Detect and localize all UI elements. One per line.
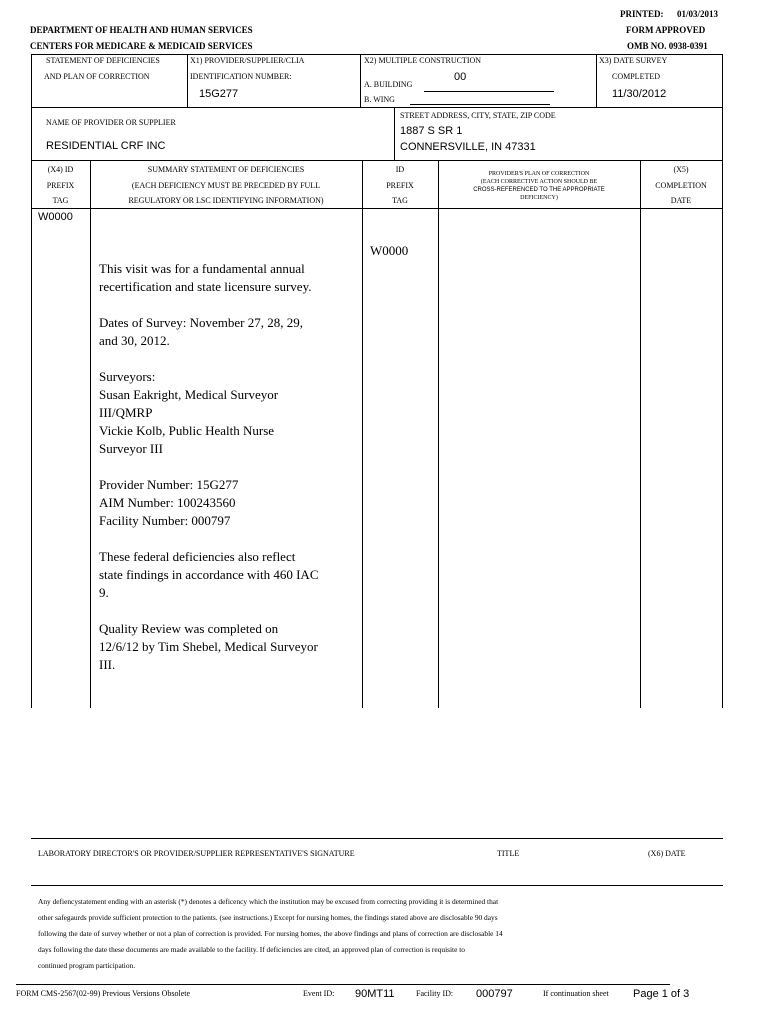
col-summary-line3: REGULATORY OR LSC IDENTIFYING INFORMATION) (128, 196, 324, 205)
page-number: Page 1 of 3 (633, 988, 690, 1000)
department-title: DEPARTMENT OF HEALTH AND HUMAN SERVICES (30, 25, 253, 35)
building-value: 00 (454, 71, 467, 83)
statement-label-2: AND PLAN OF CORRECTION (44, 72, 150, 81)
col-summary-line2: (EACH DEFICIENCY MUST BE PRECEDED BY FULL (131, 181, 321, 190)
form-number: FORM CMS-2567(02-99) Previous Versions Obsolete (16, 989, 191, 998)
provider-id-value: 15G277 (199, 88, 239, 100)
event-id-label: Event ID: (303, 989, 335, 998)
col-plan-line1: PROVIDER'S PLAN OF CORRECTION (488, 171, 590, 177)
x2-label: X2) MULTIPLE CONSTRUCTION (364, 56, 482, 65)
deficiency-line: This visit was for a fundamental annual (99, 261, 305, 276)
x1-label-2: IDENTIFICATION NUMBER: (190, 72, 292, 81)
deficiency-line: state findings in accordance with 460 IAC (99, 567, 319, 582)
right-tag: W0000 (370, 243, 409, 258)
printed-date: 01/03/2013 (677, 9, 719, 19)
footnote-line: days following the date these documents are made available to the facility. If deficiencies are cited, an approved plan of correction is requisite to (38, 945, 465, 954)
deficiency-line: recertification and state licensure survey. (99, 279, 312, 294)
address-line-1: 1887 S SR 1 (400, 125, 463, 137)
col-x4-line3: TAG (52, 196, 69, 205)
deficiency-line (99, 350, 319, 368)
address-line-2: CONNERSVILLE, IN 47331 (400, 141, 536, 153)
col-x5-line1: (X5) (673, 165, 689, 174)
deficiency-line: AIM Number: 100243560 (99, 495, 236, 510)
provider-name-label: NAME OF PROVIDER OR SUPPLIER (46, 118, 176, 127)
deficiency-line (99, 530, 319, 548)
x1-label-1: X1) PROVIDER/SUPPLIER/CLIA (190, 56, 305, 65)
x6-date-label: (X6) DATE (648, 849, 686, 858)
deficiency-line: These federal deficiencies also reflect (99, 549, 296, 564)
deficiency-line (99, 458, 319, 476)
deficiency-line: Provider Number: 15G277 (99, 477, 239, 492)
col-plan-line3: CROSS-REFERENCED TO THE APPROPRIATE (473, 187, 605, 193)
col-id-line2: PREFIX (386, 181, 414, 190)
footnote-line: Any defiencystatement ending with an asterisk (*) denotes a deficency which the institution may be excused from correcting providing it is determined that (38, 897, 499, 906)
deficiency-line: Surveyors: (99, 369, 156, 384)
col-id-line1: ID (395, 165, 405, 174)
col-x4-line1: (X4) ID (47, 165, 74, 174)
deficiency-line: 9. (99, 585, 109, 600)
deficiency-text (99, 260, 319, 674)
wing-label: B. WING (364, 95, 395, 104)
x3-label-1: X3) DATE SURVEY (599, 56, 668, 65)
cms-title: CENTERS FOR MEDICARE & MEDICAID SERVICES (30, 41, 253, 51)
left-tag: W0000 (38, 211, 73, 223)
deficiency-line: Facility Number: 000797 (99, 513, 231, 528)
address-label: STREET ADDRESS, CITY, STATE, ZIP CODE (400, 111, 556, 120)
deficiency-line: Susan Eakright, Medical Surveyor (99, 387, 279, 402)
facility-id-value: 000797 (476, 988, 513, 1000)
footnote-line: continued program participation. (38, 961, 136, 970)
deficiency-line (99, 602, 319, 620)
deficiency-line: III/QMRP (99, 405, 153, 420)
deficiency-line: 12/6/12 by Tim Shebel, Medical Surveyor (99, 639, 318, 654)
deficiency-line (99, 296, 319, 314)
deficiency-line: III. (99, 657, 116, 672)
title-label: TITLE (497, 849, 520, 858)
deficiency-line: Surveyor III (99, 441, 163, 456)
provider-name-value: RESIDENTIAL CRF INC (46, 140, 166, 152)
building-label: A. BUILDING (364, 80, 413, 89)
printed-label: PRINTED: (620, 9, 664, 19)
col-plan-line4: DEFICIENCY) (520, 195, 558, 201)
col-x5-line2: COMPLETION (655, 181, 707, 190)
footnote-line: other safegaurds provide sufficient protection to the patients. (see instructions.) Except for nursing homes, the findings stated above are disclosable 90 days (38, 913, 498, 922)
col-plan-line2: (EACH CORRECTIVE ACTION SHOULD BE (480, 179, 598, 185)
col-x4-line2: PREFIX (46, 181, 75, 190)
survey-date-value: 11/30/2012 (612, 88, 667, 100)
event-id-value: 90MT11 (355, 988, 395, 1000)
facility-id-label: Facility ID: (416, 989, 454, 998)
deficiency-line: Dates of Survey: November 27, 28, 29, (99, 315, 303, 330)
deficiency-line: Vickie Kolb, Public Health Nurse (99, 423, 275, 438)
footnote-line: following the date of survey whether or not a plan of correction is provided. For nursing homes, the above findings and plans of correction are disclosable 14 (38, 929, 503, 938)
deficiency-line: and 30, 2012. (99, 333, 170, 348)
director-signature-label: LABORATORY DIRECTOR'S OR PROVIDER/SUPPLIER REPRESENTATIVE'S SIGNATURE (38, 849, 355, 858)
disclosure-footnote (38, 894, 503, 974)
col-x5-line3: DATE (670, 196, 692, 205)
statement-label-1: STATEMENT OF DEFICIENCIES (46, 56, 160, 65)
deficiency-line: Quality Review was completed on (99, 621, 279, 636)
x3-label-2: COMPLETED (612, 72, 660, 81)
col-id-line3: TAG (392, 196, 408, 205)
col-summary-line1: SUMMARY STATEMENT OF DEFICIENCIES (147, 165, 305, 174)
omb-number: OMB NO. 0938-0391 (627, 41, 708, 51)
continuation-label: If continuation sheet (543, 989, 609, 998)
form-approved: FORM APPROVED (626, 25, 706, 35)
